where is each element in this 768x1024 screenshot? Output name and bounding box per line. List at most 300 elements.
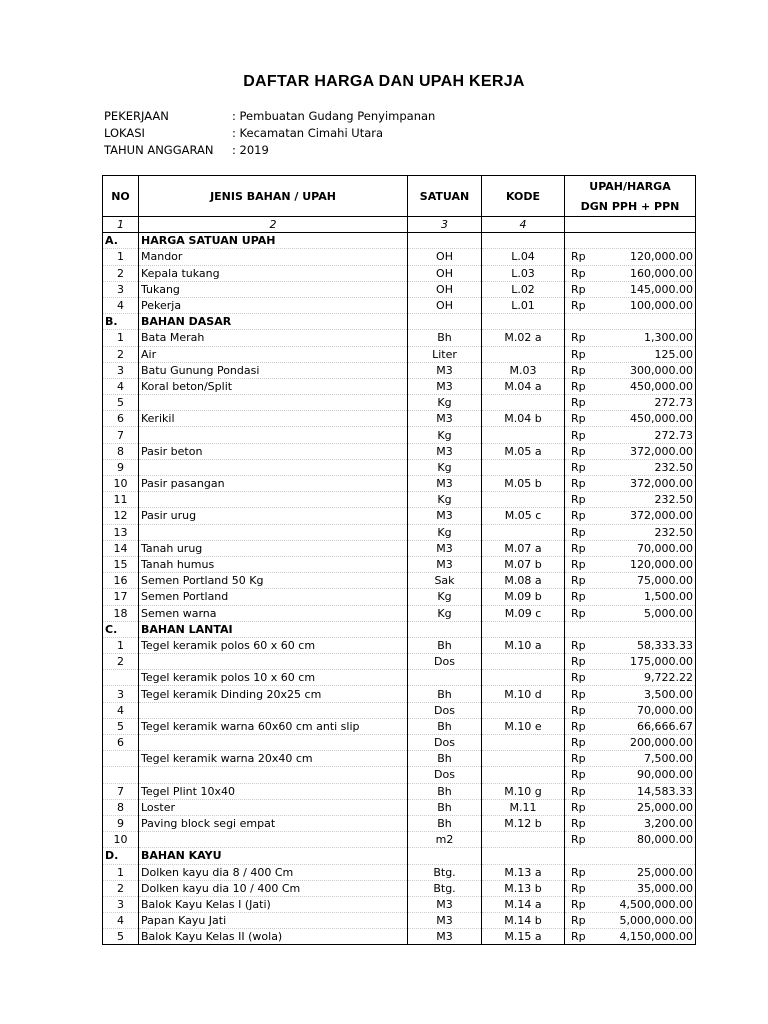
header-kode: KODE (482, 176, 565, 217)
price-value: 7,500.00 (644, 752, 693, 766)
item-unit: M3 (408, 362, 482, 378)
item-price-cell (565, 249, 696, 265)
row-number: B. (103, 314, 139, 330)
row-number: C. (103, 621, 139, 637)
price-wrapper (567, 654, 693, 669)
item-price-cell (565, 540, 696, 556)
table-row (103, 395, 696, 411)
item-price-cell (565, 443, 696, 459)
price-value: 58,333.33 (637, 638, 693, 652)
price-value: 14,583.33 (637, 784, 693, 798)
item-name: Dolken kayu dia 8 / 400 Cm (139, 864, 408, 880)
table-row (103, 735, 696, 751)
price-wrapper (567, 767, 693, 782)
item-name: Batu Gunung Pondasi (139, 362, 408, 378)
table-row (103, 637, 696, 653)
item-unit: Btg. (408, 864, 482, 880)
item-unit (408, 848, 482, 864)
price-wrapper (567, 832, 693, 847)
price-value: 3,500.00 (644, 687, 693, 701)
section-row (103, 621, 696, 637)
table-row (103, 362, 696, 378)
item-code (482, 621, 565, 637)
table-row (103, 427, 696, 443)
table-row (103, 443, 696, 459)
item-code: M.02 a (482, 330, 565, 346)
row-number: 6 (103, 735, 139, 751)
price-wrapper (567, 428, 693, 443)
section-title: BAHAN LANTAI (139, 621, 408, 637)
item-unit: OH (408, 297, 482, 313)
item-code (482, 459, 565, 475)
header-no: NO (103, 176, 139, 217)
item-name: Tegel keramik warna 20x40 cm (139, 751, 408, 767)
info-label: LOKASI (104, 126, 145, 140)
price-wrapper (567, 897, 693, 912)
item-code (482, 314, 565, 330)
section-title: HARGA SATUAN UPAH (139, 233, 408, 249)
info-value: : Kecamatan Cimahi Utara (232, 126, 384, 140)
item-name (139, 735, 408, 751)
currency-label: Rp (571, 331, 586, 345)
item-code (482, 524, 565, 540)
price-value: 25,000.00 (637, 800, 693, 814)
item-price-cell (565, 896, 696, 912)
price-value: 125.00 (654, 347, 693, 361)
item-name: Balok Kayu Kelas I (Jati) (139, 896, 408, 912)
row-number: 6 (103, 411, 139, 427)
currency-label: Rp (571, 897, 586, 911)
price-value: 232.50 (654, 493, 693, 507)
item-name (139, 459, 408, 475)
item-price-cell (565, 718, 696, 734)
price-wrapper (567, 865, 693, 880)
info-row-tahun (104, 142, 435, 159)
item-name: Air (139, 346, 408, 362)
item-name: Koral beton/Split (139, 378, 408, 394)
currency-label: Rp (571, 736, 586, 750)
price-wrapper (567, 330, 693, 345)
item-unit: Bh (408, 751, 482, 767)
item-unit (408, 233, 482, 249)
price-wrapper (567, 881, 693, 896)
item-name: Kerikil (139, 411, 408, 427)
item-name (139, 654, 408, 670)
row-number: 3 (103, 896, 139, 912)
row-number: 15 (103, 556, 139, 572)
item-name: Semen warna (139, 605, 408, 621)
item-unit: M3 (408, 508, 482, 524)
table-row (103, 686, 696, 702)
price-value: 100,000.00 (630, 299, 693, 313)
table-row (103, 783, 696, 799)
price-wrapper (567, 395, 693, 410)
price-wrapper (567, 719, 693, 734)
price-value: 272.73 (654, 396, 693, 410)
col-number: 2 (139, 217, 408, 233)
row-number: A. (103, 233, 139, 249)
price-wrapper (567, 816, 693, 831)
row-number: 3 (103, 362, 139, 378)
item-code (482, 832, 565, 848)
row-number: 4 (103, 297, 139, 313)
currency-label: Rp (571, 412, 586, 426)
item-unit: Dos (408, 735, 482, 751)
currency-label: Rp (571, 396, 586, 410)
row-number: 4 (103, 378, 139, 394)
item-code: M.03 (482, 362, 565, 378)
row-number: 2 (103, 654, 139, 670)
table-row (103, 896, 696, 912)
item-name: Tegel keramik warna 60x60 cm anti slip (139, 718, 408, 734)
table-row (103, 297, 696, 313)
item-price-cell (565, 929, 696, 945)
price-value: 300,000.00 (630, 363, 693, 377)
row-number: 9 (103, 815, 139, 831)
header-harga-line2: DGN PPH + PPN (565, 196, 696, 217)
price-value: 3,200.00 (644, 817, 693, 831)
currency-label: Rp (571, 428, 586, 442)
table-row (103, 556, 696, 572)
currency-label: Rp (571, 525, 586, 539)
item-code: M.12 b (482, 815, 565, 831)
item-name: Dolken kayu dia 10 / 400 Cm (139, 880, 408, 896)
info-label: TAHUN ANGGARAN (104, 143, 214, 157)
item-price-cell (565, 346, 696, 362)
item-unit (408, 621, 482, 637)
item-code (482, 492, 565, 508)
currency-label: Rp (571, 477, 586, 491)
item-unit: Liter (408, 346, 482, 362)
price-value: 70,000.00 (637, 541, 693, 555)
table-row (103, 702, 696, 718)
price-value: 4,150,000.00 (619, 930, 693, 944)
currency-label: Rp (571, 914, 586, 928)
item-price-cell (565, 767, 696, 783)
price-wrapper (567, 266, 693, 281)
currency-label: Rp (571, 299, 586, 313)
price-value: 120,000.00 (630, 558, 693, 572)
item-price-cell (565, 330, 696, 346)
item-unit: Bh (408, 815, 482, 831)
item-price-cell (565, 880, 696, 896)
price-table (102, 175, 696, 945)
row-number: 1 (103, 330, 139, 346)
currency-label: Rp (571, 719, 586, 733)
table-row (103, 654, 696, 670)
price-value: 80,000.00 (637, 833, 693, 847)
row-number: 10 (103, 476, 139, 492)
row-number: 7 (103, 427, 139, 443)
item-code (482, 735, 565, 751)
item-code: M.05 c (482, 508, 565, 524)
item-unit: m2 (408, 832, 482, 848)
table-row (103, 378, 696, 394)
price-wrapper (567, 492, 693, 507)
item-unit: Dos (408, 654, 482, 670)
row-number: 4 (103, 913, 139, 929)
price-wrapper (567, 541, 693, 556)
item-code: M.05 b (482, 476, 565, 492)
col-number (565, 217, 696, 233)
currency-label: Rp (571, 347, 586, 361)
col-number: 1 (103, 217, 139, 233)
price-wrapper (567, 525, 693, 540)
item-code (482, 427, 565, 443)
currency-label: Rp (571, 687, 586, 701)
item-price-cell (565, 637, 696, 653)
price-value: 175,000.00 (630, 655, 693, 669)
item-code: M.09 b (482, 589, 565, 605)
item-code: M.08 a (482, 573, 565, 589)
item-code: M.07 b (482, 556, 565, 572)
item-unit: OH (408, 281, 482, 297)
table-row (103, 265, 696, 281)
item-price-cell (565, 654, 696, 670)
item-name (139, 427, 408, 443)
item-unit: M3 (408, 913, 482, 929)
item-code: M.15 a (482, 929, 565, 945)
item-unit: M3 (408, 929, 482, 945)
table-row (103, 411, 696, 427)
item-unit: M3 (408, 540, 482, 556)
item-name: Pasir pasangan (139, 476, 408, 492)
price-value: 200,000.00 (630, 736, 693, 750)
row-number: 2 (103, 880, 139, 896)
item-price-cell (565, 864, 696, 880)
table-row (103, 330, 696, 346)
row-number (103, 767, 139, 783)
item-unit: Kg (408, 427, 482, 443)
price-value: 272.73 (654, 428, 693, 442)
section-row (103, 314, 696, 330)
item-code: M.10 e (482, 718, 565, 734)
row-number: 13 (103, 524, 139, 540)
item-code (482, 767, 565, 783)
item-price-cell (565, 524, 696, 540)
currency-label: Rp (571, 671, 586, 685)
currency-label: Rp (571, 638, 586, 652)
item-name: Balok Kayu Kelas II (wola) (139, 929, 408, 945)
row-number: 11 (103, 492, 139, 508)
item-price-cell (565, 702, 696, 718)
currency-label: Rp (571, 817, 586, 831)
row-number: 9 (103, 459, 139, 475)
item-name (139, 492, 408, 508)
item-price-cell (565, 605, 696, 621)
item-unit: Bh (408, 783, 482, 799)
price-value: 70,000.00 (637, 703, 693, 717)
item-name (139, 702, 408, 718)
row-number: 8 (103, 443, 139, 459)
item-code: M.07 a (482, 540, 565, 556)
price-value: 5,000,000.00 (619, 914, 693, 928)
currency-label: Rp (571, 865, 586, 879)
item-price-cell (565, 265, 696, 281)
table-row (103, 524, 696, 540)
item-unit: OH (408, 249, 482, 265)
currency-label: Rp (571, 590, 586, 604)
item-name: Semen Portland 50 Kg (139, 573, 408, 589)
table-row (103, 281, 696, 297)
row-number: 4 (103, 702, 139, 718)
item-unit: Kg (408, 524, 482, 540)
row-number: 16 (103, 573, 139, 589)
item-price-cell (565, 556, 696, 572)
project-info (104, 108, 435, 159)
price-value: 35,000.00 (637, 881, 693, 895)
item-name: Loster (139, 799, 408, 815)
info-row-lokasi (104, 125, 435, 142)
price-value: 372,000.00 (630, 477, 693, 491)
item-code (482, 233, 565, 249)
item-price-cell (565, 670, 696, 686)
row-number: 14 (103, 540, 139, 556)
table-row (103, 605, 696, 621)
price-wrapper (567, 557, 693, 572)
price-value: 232.50 (654, 460, 693, 474)
item-unit: Kg (408, 395, 482, 411)
price-wrapper (567, 460, 693, 475)
row-number: 2 (103, 346, 139, 362)
item-code: M.11 (482, 799, 565, 815)
price-wrapper (567, 784, 693, 799)
price-wrapper (567, 751, 693, 766)
item-code: L.02 (482, 281, 565, 297)
item-name: Papan Kayu Jati (139, 913, 408, 929)
row-number: 1 (103, 637, 139, 653)
price-wrapper (567, 800, 693, 815)
row-number: 7 (103, 783, 139, 799)
table-row (103, 815, 696, 831)
item-price-cell (565, 686, 696, 702)
item-code: M.13 b (482, 880, 565, 896)
price-wrapper (567, 913, 693, 928)
item-unit: Bh (408, 718, 482, 734)
item-unit: Sak (408, 573, 482, 589)
row-number: 1 (103, 249, 139, 265)
price-wrapper (567, 703, 693, 718)
item-code: M.10 g (482, 783, 565, 799)
price-value: 450,000.00 (630, 412, 693, 426)
price-wrapper (567, 282, 693, 297)
item-code: M.13 a (482, 864, 565, 880)
item-code (482, 751, 565, 767)
item-unit: Kg (408, 459, 482, 475)
item-name (139, 832, 408, 848)
row-number: 5 (103, 929, 139, 945)
row-number: D. (103, 848, 139, 864)
price-value: 160,000.00 (630, 266, 693, 280)
table-row (103, 864, 696, 880)
price-wrapper (567, 735, 693, 750)
item-price-cell (565, 362, 696, 378)
info-row-pekerjaan (104, 108, 435, 125)
item-name: Kepala tukang (139, 265, 408, 281)
price-wrapper (567, 687, 693, 702)
table-row (103, 508, 696, 524)
section-title: BAHAN DASAR (139, 314, 408, 330)
table-row (103, 573, 696, 589)
item-code: M.04 b (482, 411, 565, 427)
item-code: M.14 a (482, 896, 565, 912)
currency-label: Rp (571, 250, 586, 264)
item-unit: Bh (408, 637, 482, 653)
item-price-cell (565, 735, 696, 751)
item-price-cell (565, 573, 696, 589)
price-value: 5,000.00 (644, 606, 693, 620)
price-wrapper (567, 606, 693, 621)
row-number: 10 (103, 832, 139, 848)
item-code: M.09 c (482, 605, 565, 621)
header-jenis: JENIS BAHAN / UPAH (139, 176, 408, 217)
table-row (103, 540, 696, 556)
currency-label: Rp (571, 784, 586, 798)
price-value: 372,000.00 (630, 444, 693, 458)
item-code (482, 346, 565, 362)
table-row (103, 929, 696, 945)
price-value: 90,000.00 (637, 768, 693, 782)
section-row (103, 848, 696, 864)
price-value: 372,000.00 (630, 509, 693, 523)
table-row (103, 751, 696, 767)
price-wrapper (567, 589, 693, 604)
price-value: 1,300.00 (644, 331, 693, 345)
item-name: Tanah urug (139, 540, 408, 556)
currency-label: Rp (571, 574, 586, 588)
price-value: 66,666.67 (637, 719, 693, 733)
document-title: DAFTAR HARGA DAN UPAH KERJA (243, 73, 525, 90)
item-price-cell (565, 395, 696, 411)
row-number: 18 (103, 605, 139, 621)
item-code: L.01 (482, 297, 565, 313)
price-wrapper (567, 347, 693, 362)
price-value: 1,500.00 (644, 590, 693, 604)
item-unit: Bh (408, 799, 482, 815)
table-row (103, 832, 696, 848)
item-code (482, 702, 565, 718)
item-price-cell (565, 799, 696, 815)
item-unit: Btg. (408, 880, 482, 896)
price-wrapper (567, 379, 693, 394)
price-value: 232.50 (654, 525, 693, 539)
item-price-cell (565, 492, 696, 508)
item-name (139, 767, 408, 783)
item-price-cell (565, 378, 696, 394)
item-unit: M3 (408, 896, 482, 912)
info-label: PEKERJAAN (104, 109, 169, 123)
item-price-cell (565, 621, 696, 637)
currency-label: Rp (571, 833, 586, 847)
item-price-cell (565, 751, 696, 767)
currency-label: Rp (571, 493, 586, 507)
row-number: 8 (103, 799, 139, 815)
col-number: 4 (482, 217, 565, 233)
row-number: 2 (103, 265, 139, 281)
table-row (103, 492, 696, 508)
currency-label: Rp (571, 509, 586, 523)
price-value: 25,000.00 (637, 865, 693, 879)
item-unit: Dos (408, 702, 482, 718)
item-name: Tukang (139, 281, 408, 297)
currency-label: Rp (571, 558, 586, 572)
item-name: Pasir beton (139, 443, 408, 459)
table-row (103, 476, 696, 492)
currency-label: Rp (571, 655, 586, 669)
col-number: 3 (408, 217, 482, 233)
table-row (103, 799, 696, 815)
item-unit: Bh (408, 330, 482, 346)
